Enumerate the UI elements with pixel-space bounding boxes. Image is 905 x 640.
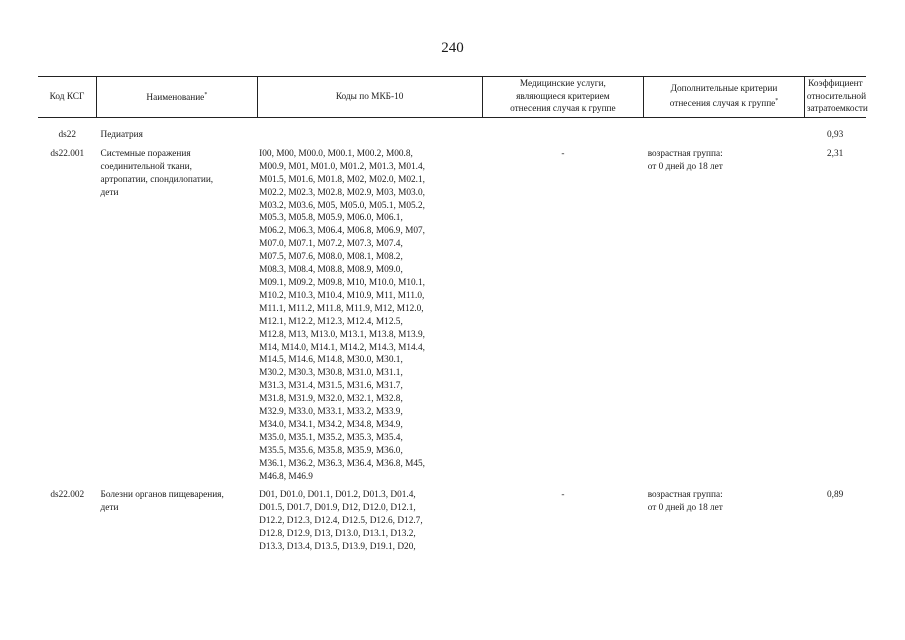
cell-mkb-line: D13.3, D13.4, D13.5, D13.9, D19.1, D20, (259, 542, 416, 553)
cell-services (482, 129, 644, 142)
table-spacer-row (38, 118, 866, 130)
cell-mkb-line: M01.5, M01.6, M01.8, M02, M02.0, M02.1, (259, 174, 425, 185)
header-name (97, 77, 258, 118)
cell-name (97, 129, 258, 142)
cell-code: ds22 (58, 130, 77, 140)
cell-mkb-line: M08.3, M08.4, M08.8, M08.9, M09.0, (259, 265, 403, 276)
cell-criteria (644, 129, 805, 142)
cell-mkb-line: M34.0, M34.1, M34.2, M34.8, M34.9, (259, 419, 403, 430)
cell-mkb-line: M11.1, M11.2, M11.8, M11.9, M12, M12.0, (259, 303, 424, 314)
cell-criteria-line: возрастная группа: (647, 490, 723, 501)
cell-mkb-line: M12.8, M13, M13.0, M13.1, M13.8, M13.9, (259, 329, 425, 340)
cell-name (97, 483, 258, 554)
header-code-text: Код КСГ (49, 91, 85, 102)
cell-name-line: соединительной ткани, (100, 161, 192, 172)
header-services (482, 77, 644, 118)
cell-mkb-line: M09.1, M09.2, M09.8, M10, M10.0, M10.1, (259, 277, 425, 288)
cell-mkb-line: M31.8, M31.9, M32.0, M32.1, M32.8, (259, 394, 403, 405)
table-spacer-cell (38, 118, 866, 130)
cell-mkb-line: M07.5, M07.6, M08.0, M08.1, M08.2, (259, 252, 403, 263)
header-services-line: отнесения случая к группе (510, 104, 616, 115)
cell-name-line: Педиатрия (100, 130, 143, 140)
cell-code: ds22.001 (50, 148, 85, 159)
header-mkb (257, 77, 482, 118)
header-coefficient-line: относительной (806, 91, 867, 102)
table-header-row (38, 77, 866, 118)
cell-mkb-line: D12.2, D12.3, D12.4, D12.5, D12.6, D12.7, (259, 516, 423, 527)
cell-mkb-line: M06.2, M06.3, M06.4, M06.8, M06.9, M07, (259, 226, 425, 237)
cell-mkb-line: M32.9, M33.0, M33.1, M33.2, M33.9, (259, 407, 403, 418)
page-number: 240 (441, 40, 464, 56)
cell-mkb-line: M36.1, M36.2, M36.3, M36.4, M36.8, M45, (259, 458, 425, 469)
cell-mkb-line: D01, D01.0, D01.1, D01.2, D01.3, D01.4, (259, 490, 416, 501)
cell-mkb-line: M14, M14.0, M14.1, M14.2, M14.3, M14.4, (259, 342, 425, 353)
cell-mkb-line: M35.5, M35.6, M35.8, M35.9, M36.0, (259, 445, 403, 456)
header-coefficient-line: затратоемкости (806, 104, 868, 115)
table-row (38, 483, 866, 554)
cell-mkb-codes (257, 142, 482, 484)
cell-mkb-line: M14.5, M14.6, M14.8, M30.0, M30.1, (259, 355, 403, 366)
cell-mkb-line: M12.1, M12.2, M12.3, M12.4, M12.5, (259, 316, 403, 327)
cell-coefficient: 0,89 (827, 490, 844, 501)
cell-mkb-line: M35.0, M35.1, M35.2, M35.3, M35.4, (259, 432, 403, 443)
cell-coefficient: 2,31 (827, 148, 844, 159)
cell-name-line: дети (100, 187, 119, 198)
cell-mkb-line: M07.0, M07.1, M07.2, M07.3, M07.4, (259, 239, 403, 250)
cell-mkb-line: D12.8, D12.9, D13, D13.0, D13.1, D13.2, (259, 529, 416, 540)
cell-services: - (561, 148, 565, 159)
cell-mkb-line: M31.3, M31.4, M31.5, M31.6, M31.7, (259, 381, 403, 392)
header-criteria-footnote: * (775, 98, 779, 105)
header-services-line: Медицинские услуги, (519, 78, 606, 89)
cell-code: ds22.002 (50, 490, 85, 501)
cell-mkb-line: M00.9, M01, M01.0, M01.2, M01.3, M01.4, (259, 161, 425, 172)
cell-services: - (561, 490, 565, 501)
cell-mkb-codes (257, 129, 482, 142)
table-row (38, 142, 866, 484)
header-criteria-line: Дополнительные критерии (670, 83, 778, 94)
header-criteria (644, 77, 805, 118)
cell-name-line: артропатии, спондилопатии, (100, 174, 214, 185)
cell-criteria-line: от 0 дней до 18 лет (647, 503, 723, 514)
cell-mkb-line: I00, M00, M00.0, M00.1, M00.2, M00.8, (259, 148, 413, 159)
cell-criteria (644, 142, 805, 484)
cell-name-line: Системные поражения (100, 148, 191, 159)
cell-mkb-line: M05.3, M05.8, M05.9, M06.0, M06.1, (259, 213, 403, 224)
cell-coefficient: 0,93 (827, 130, 844, 140)
header-coefficient-line: Коэффициент (808, 78, 863, 89)
table-body (38, 118, 866, 555)
header-coefficient (804, 77, 866, 118)
cell-mkb-line: M03.2, M03.6, M05, M05.0, M05.1, M05.2, (259, 200, 425, 211)
cell-mkb-line: D01.5, D01.7, D01.9, D12, D12.0, D12.1, (259, 503, 416, 514)
cell-mkb-line: M46.8, M46.9 (259, 471, 313, 482)
table-row (38, 129, 866, 142)
header-criteria-line (646, 95, 802, 111)
header-mkb-text: Коды по МКБ-10 (335, 91, 404, 102)
cell-criteria (644, 483, 805, 554)
header-criteria-line-text: отнесения случая к группе (669, 99, 776, 110)
cell-name-line: Болезни органов пищеварения, (100, 490, 224, 501)
cell-criteria-line: возрастная группа: (647, 148, 723, 159)
cell-mkb-codes (257, 483, 482, 554)
cell-name-line: дети (100, 503, 119, 514)
cell-mkb-line: M02.2, M02.3, M02.8, M02.9, M03, M03.0, (259, 187, 425, 198)
cell-name (97, 142, 258, 484)
cell-mkb-line: M10.2, M10.3, M10.4, M10.9, M11, M11.0, (259, 290, 425, 301)
cell-criteria-line: от 0 дней до 18 лет (647, 161, 723, 172)
header-services-line: являющиеся критерием (516, 91, 610, 102)
header-code (38, 77, 97, 118)
header-name-text: Наименование (146, 93, 205, 104)
ksg-table (38, 76, 866, 554)
cell-mkb-line: M30.2, M30.3, M30.8, M31.0, M31.1, (259, 368, 403, 379)
header-name-footnote: * (204, 92, 208, 98)
